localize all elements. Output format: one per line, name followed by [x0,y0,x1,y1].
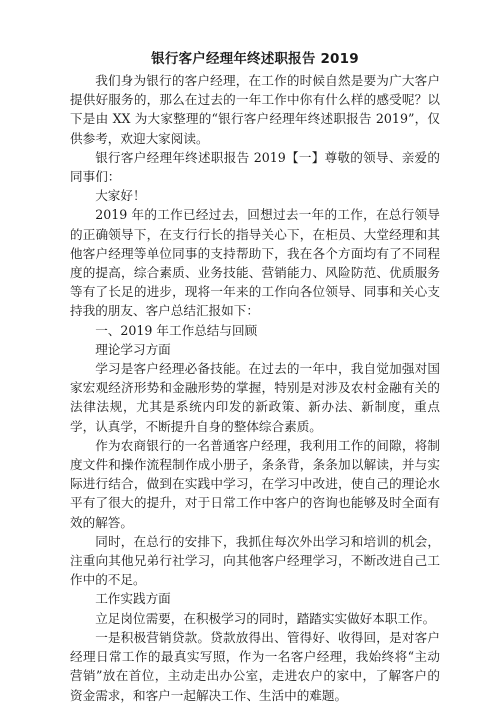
practice-heading: 工作实践方面 [95,591,171,607]
document-title: 银行客户经理年终述职报告 2019 [151,51,359,67]
study-paragraph: 学习是客户经理必备技能。在过去的一年中，我自觉加强对国家宏观经济形势和金融形势的掌握，特别是对涉及农村金融有关的法律法规，尤其是系统内印发的新政策、新办法、新制度，重点学，认真学，不断提升自身的整体综合素质。 [70,361,440,434]
loan-marketing-paragraph: 一是积极营销贷款。贷款放得出、管得好、收得回，是对客户经理日常工作的最真实写照，作为一名客户经理，我始终将“主动营销”放在首位，主动走出办公室，走进农户的家中，了解客户的资金需求，和客户一起解决工作、生活中的难题。 [70,629,440,703]
theory-study-heading: 理论学习方面 [95,341,171,357]
duty-paragraph: 立足岗位需要，在积极学习的同时，踏踏实实做好本职工作。 [95,610,436,626]
training-paragraph: 同时，在总行的安排下，我抓住每次外出学习和培训的机会，注重向其他兄弟行社学习，向其他客户经理学习，不断改进自己工作中的不足。 [70,533,440,588]
summary-paragraph: 2019 年的工作已经过去，回想过去一年的工作，在总行领导的正确领导下，在支行行长的指导关心下，在柜员、大堂经理和其他客户经理等单位同事的支持帮助下，我在各个方面均有了不同程度的提高，综合素质、业务技能、营销能力、风险防范、优质服务等有了长足的进步，现将一年来的工作向各位领导、同事和关心支持我的朋友、客户总结汇报如下： [70,207,440,319]
document-page [70,48,440,705]
section-one-heading: 一、2019 年工作总结与回顾 [95,322,258,338]
manual-paragraph: 作为农商银行的一名普通客户经理，我利用工作的间隙，将制度文件和操作流程制作成小册子，条条背，条条加以解读，并与实际进行结合，做到在实践中学习，在学习中改进，使自己的理论水平有了很大的提升，对于日常工作中客户的咨询也能够及时全面有效的解答。 [70,437,440,530]
intro-paragraph: 我们身为银行的客户经理，在工作的时候自然是要为广大客户提供好服务的，那么在过去的一年工作中你有什么样的感受呢？以下是由 XX 为大家整理的“银行客户经理年终述职报告 2019”，仅供参考，欢迎大家阅读。 [70,73,440,146]
greeting-paragraph: 大家好！ [95,188,146,204]
section-heading-paragraph: 银行客户经理年终述职报告 2019【一】尊敬的领导、亲爱的同事们： [70,149,440,185]
